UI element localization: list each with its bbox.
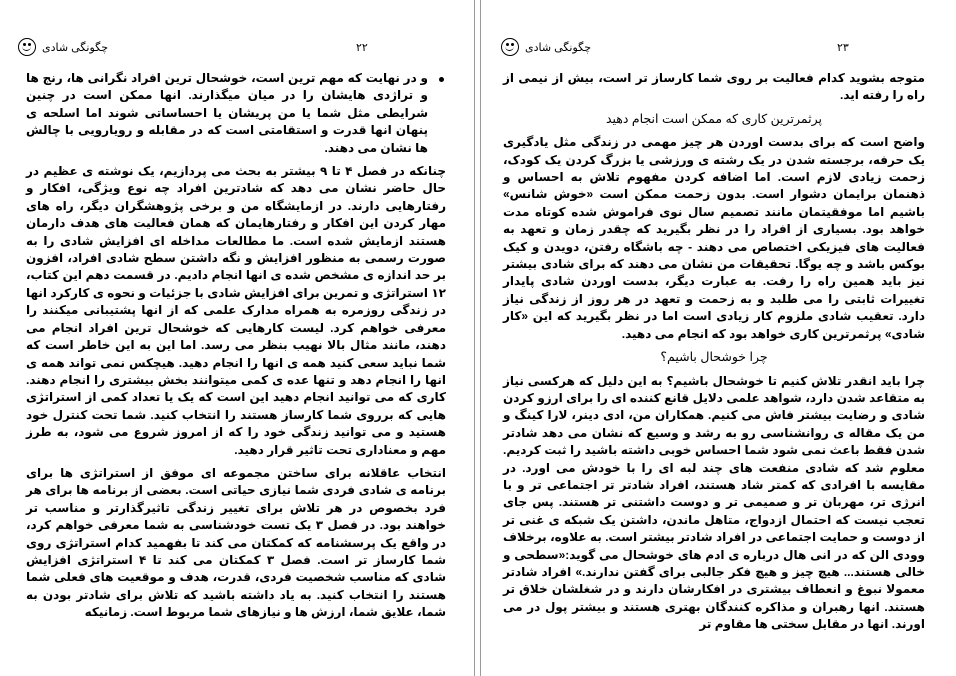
smiley-icon bbox=[18, 38, 36, 56]
paragraph: چنانکه در فصل ۴ تا ۹ بیشتر به بحث می پردازیم، یک نوشته ی عظیم در حال حاضر نشان می دهد که شادترین افراد چه نوع ویژگی، افکار و رفتارهایی دارند. در ازمایشگاه من و برخی پژوهشگران دیگر، راه های مهار کردن این افکار و رفتارهایمان که همان فعالیت های هدف دارمان هستند ازمایش شده است. ما مطالعات مداخله ای افزایش شادی را به صورت رسمی به منظور افزایش و نگه داشتن سطح شادی افراد، افزون بر حد اندازه ی مشخص شده ی انها انجام دادیم. در قسمت دهم این کتاب، ۱۲ استراتژی و تمرین برای افزایش شادی با جزئیات و نحوه ی کارکرد انها در زندگی روزمره به همراه مدارک علمی که از انها پشتیبانی میکنند را معرفی خواهم کرد. لیست کارهایی که خوشحال ترین افراد انجام می دهند، مانند مثال بالا نهیب بنظر می رسد. اما این به این خاطر است که شما نباید سعی کنید همه ی انها را انجام دهید. هیچکس نمی تواند همه ی انها را انجام دهد و تنها عده ی کمی میتوانند بخش بیشتری را انجام دهند. کاری که می توانید انجام دهید این است که یک یا تعداد کمی از استراتژی هایی که برروی شما کارساز هستند را انتخاب کنید. شما تحت کنترل خود هستید و می توانید زندگی خود را که از امروز شروع می شود، به طرز مهم و معناداری تحت تاثیر قرار دهید. bbox=[26, 164, 447, 457]
paragraph: انتخاب عاقلانه برای ساختن مجموعه ای موفق از استراتژی ها برای برنامه ی شادی فردی شما نیازی حیاتی است. بعضی از برنامه ها برای هر فرد بخصوص در هر تلاش برای تغییر زندگی تاثیرگذارتر و مناسب تر خواهند بود. در فصل ۳ یک تست خودشناسی به شما معرفی خواهم کرد، در واقع یک پرسشنامه که کمکتان می کند تا بفهمید کدام استراتژی روی شما کارساز تر است. فصل ۳ کمکتان می کند تا ۴ استراتژی افزایش شادی که مناسب شخصیت فردی، قدرت، هدف و موقعیت های فعلی شما هستند را انتخاب کنید. به یاد داشته باشید که تلاش برای شادتر بودن به شما، علایق شما، ارزش ها و نیازهای شما مربوط است. زمانیکه bbox=[26, 465, 447, 620]
page-divider bbox=[474, 0, 475, 676]
right-page-header bbox=[481, 38, 956, 60]
bullet-item bbox=[26, 70, 446, 157]
running-title: چگونگی شادی bbox=[525, 42, 591, 54]
right-page bbox=[481, 0, 956, 676]
paragraph: متوجه بشوید کدام فعالیت بر روی شما کارساز تر است، بیش از نیمی از راه را رفته اید. bbox=[503, 71, 925, 103]
section-heading: پرثمرترین کاری که ممکن است انجام دهید bbox=[605, 111, 823, 126]
bullet-dot-icon bbox=[439, 77, 444, 82]
running-title: چگونگی شادی bbox=[42, 42, 108, 54]
paragraph: چرا باید انقدر تلاش کنیم تا خوشحال باشیم؟ به این دلیل که هرکسی نیاز به متقاعد شدن دارد، شواهد علمی دلایل قانع کننده ای را برای ارزو کردن شادی و رضایت بیشتر فاش می کنیم. همکاران من، ادی دینر، لارا کینگ و من یک مقاله ی روانشناسی رو به رشد و وسیع که نشان می دهد شادتر شدن فقط باعث نمی شود شما احساس خوبی داشته باشید را ثبت کردیم. معلوم شد که شادی منفعت های چند لبه ای را با خودش می اورد. در مقایسه با افرادی که کمتر شاد هستند، افراد شادتر تر اجتماعی تر و با انرژی تر، مهربان تر و صمیمی تر و دوست داشتنی تر هستند. پس جای تعجب نیست که احتمال ازدواج، متاهل ماندن، داشتن یک شبکه ی غنی تر از دوست و حمایت اجتماعی در افراد شادتر بیشتر است. به علاوه، برخلاف وودی الن که در انی هال درباره ی ادم های خوشحال می گوید:«سطحی و خالی هستند... هیچ چیز و هیچ فکر جالبی برای گفتن ندارند.» افراد شادتر معمولا نبوغ و انعطاف بیشتری در افکارشان دارند و در شغلشان خلاق تر هستند. انها رهبران و مذاکره کنندگان بهتری هستند و بیشتر پول در می اورند. انها در مقابل سختی ها مقاوم تر bbox=[503, 373, 925, 632]
paragraph: واضح است که برای بدست اوردن هر چیز مهمی در زندگی مثل یادگیری یک حرفه، برجسته شدن در یک رشته ی ورزشی یا بزرگ کردن یک کودک، زحمت زیادی لازم است. اما اضافه کردن مفهوم تلاش به احساس و ذهنمان برایمان دشوار است. بدون زحمت ممکن است «خوش شانس» باشیم اما موفقیتمان مانند تصمیم سال نوی فراموش شده کوتاه مدت خواهد بود. بسیاری از افراد را در نظر بگیرید که چقدر زمان و تعهد به فعالیت های فیزیکی اختصاص می دهند - چه باشگاه رفتن، دویدن و کیک بوکس باشد و چه یوگا. تحقیقات من نشان می دهند که برای شادی بیشتر نیز باید همین راه را رفت. به عبارت دیگر، بدست اوردن شادی پایدار تغییرات ثابتی را می طلبد و به زحمت و تعهد در هر روز از زندگی نیاز دارد. تعقیب شادی ملزوم کار زیادی است اما در نظر بگیرید که این «کار شادی» پرثمرترین کاری خواهد بود که انجام می دهید. bbox=[503, 135, 925, 341]
left-page bbox=[0, 0, 474, 676]
section-heading: چرا خوشحال باشیم؟ bbox=[660, 350, 768, 365]
smiley-icon bbox=[501, 38, 519, 56]
left-page-body bbox=[26, 70, 446, 628]
page-number: ۲۳ bbox=[837, 42, 849, 54]
right-page-body bbox=[503, 70, 925, 640]
bullet-text: و در نهایت که مهم ترین است، خوشحال ترین افراد نگرانی ها، رنج ها و تراژدی هایشان را در میان میگذارند. انها ممکن است در چنین شرایطی مثل شما یا من پریشان یا احساساتی شوند اما اسلحه ی پنهان انها قدرت و استقامتی است که در مقابله و رویارویی با چالش ها نشان می دهند. bbox=[26, 71, 428, 155]
left-page-header bbox=[0, 38, 474, 60]
page-number: ۲۲ bbox=[356, 42, 368, 54]
